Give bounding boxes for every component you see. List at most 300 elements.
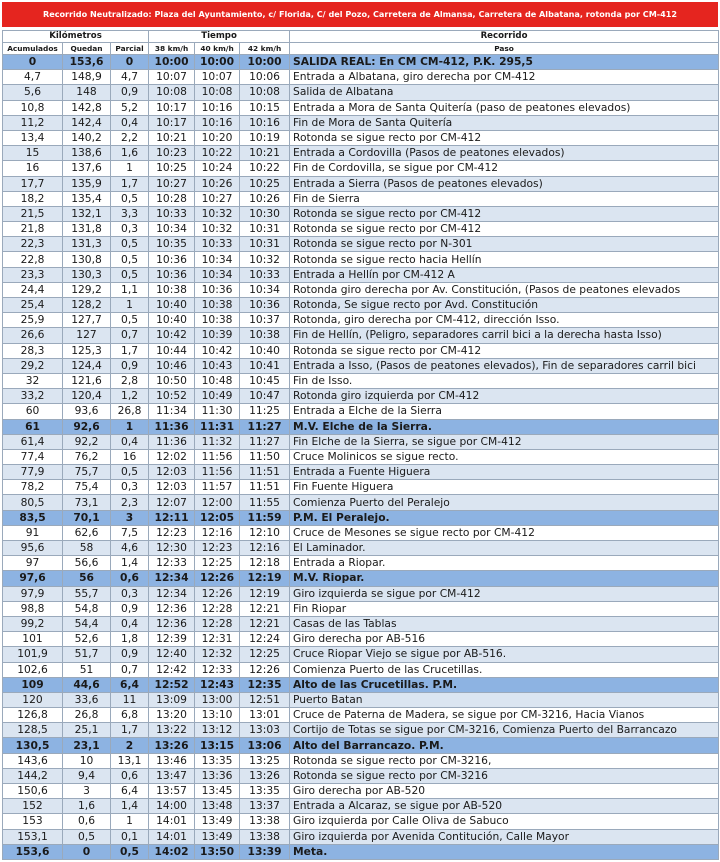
paso-cell: Puerto Batan bbox=[290, 692, 719, 707]
time-40-cell: 13:35 bbox=[195, 753, 240, 768]
time-38-cell: 12:11 bbox=[149, 510, 195, 525]
time-38-cell: 13:20 bbox=[149, 708, 195, 723]
km-acumulados-cell: 152 bbox=[3, 799, 63, 814]
time-42-cell: 12:51 bbox=[240, 692, 290, 707]
time-40-cell: 10:38 bbox=[195, 298, 240, 313]
km-quedan-cell: 137,6 bbox=[63, 161, 111, 176]
paso-cell: Entrada a Mora de Santa Quitería (paso de peatones elevados) bbox=[290, 100, 719, 115]
time-38-cell: 12:42 bbox=[149, 662, 195, 677]
time-40-cell: 10:07 bbox=[195, 70, 240, 85]
table-row bbox=[3, 601, 719, 616]
km-quedan-cell: 127 bbox=[63, 328, 111, 343]
time-38-cell: 13:09 bbox=[149, 692, 195, 707]
table-row bbox=[3, 495, 719, 510]
table-row bbox=[3, 829, 719, 844]
km-parcial-cell: 0,5 bbox=[111, 465, 149, 480]
time-42-cell: 12:19 bbox=[240, 571, 290, 586]
time-40-cell: 10:16 bbox=[195, 115, 240, 130]
header-tiempo: Tiempo bbox=[149, 31, 290, 43]
time-42-cell: 10:47 bbox=[240, 389, 290, 404]
km-quedan-cell: 73,1 bbox=[63, 495, 111, 510]
table-row bbox=[3, 70, 719, 85]
km-parcial-cell: 3 bbox=[111, 510, 149, 525]
km-acumulados-cell: 4,7 bbox=[3, 70, 63, 85]
table-row bbox=[3, 358, 719, 373]
time-40-cell: 12:28 bbox=[195, 616, 240, 631]
table-row bbox=[3, 616, 719, 631]
time-38-cell: 12:40 bbox=[149, 647, 195, 662]
time-40-cell: 10:43 bbox=[195, 358, 240, 373]
time-38-cell: 12:03 bbox=[149, 480, 195, 495]
time-40-cell: 10:34 bbox=[195, 267, 240, 282]
km-quedan-cell: 120,4 bbox=[63, 389, 111, 404]
km-parcial-cell: 2,8 bbox=[111, 373, 149, 388]
km-quedan-cell: 58 bbox=[63, 541, 111, 556]
header-speed-38: 38 km/h bbox=[149, 43, 195, 55]
km-quedan-cell: 51 bbox=[63, 662, 111, 677]
time-38-cell: 12:36 bbox=[149, 616, 195, 631]
time-38-cell: 11:36 bbox=[149, 434, 195, 449]
km-acumulados-cell: 80,5 bbox=[3, 495, 63, 510]
table-row bbox=[3, 586, 719, 601]
time-40-cell: 10:36 bbox=[195, 282, 240, 297]
time-42-cell: 13:03 bbox=[240, 723, 290, 738]
time-40-cell: 10:42 bbox=[195, 343, 240, 358]
checkpoint-row bbox=[3, 677, 719, 692]
table-row bbox=[3, 404, 719, 419]
time-40-cell: 10:20 bbox=[195, 130, 240, 145]
time-42-cell: 12:21 bbox=[240, 616, 290, 631]
km-quedan-cell: 54,8 bbox=[63, 601, 111, 616]
header-speed-42: 42 km/h bbox=[240, 43, 290, 55]
km-quedan-cell: 142,4 bbox=[63, 115, 111, 130]
time-42-cell: 12:21 bbox=[240, 601, 290, 616]
table-row bbox=[3, 100, 719, 115]
page-title: Recorrido Neutralizado: Plaza del Ayuntamiento, c/ Florida, C/ del Pozo, Carretera de Almansa, Carretera de Albatana, rotonda por CM-412 bbox=[2, 2, 718, 27]
time-40-cell: 13:12 bbox=[195, 723, 240, 738]
km-acumulados-cell: 153,6 bbox=[3, 844, 63, 859]
km-parcial-cell: 6,8 bbox=[111, 708, 149, 723]
table-row bbox=[3, 343, 719, 358]
km-acumulados-cell: 0 bbox=[3, 55, 63, 70]
time-38-cell: 12:30 bbox=[149, 541, 195, 556]
km-quedan-cell: 70,1 bbox=[63, 510, 111, 525]
time-40-cell: 12:26 bbox=[195, 571, 240, 586]
km-quedan-cell: 93,6 bbox=[63, 404, 111, 419]
km-quedan-cell: 127,7 bbox=[63, 313, 111, 328]
time-42-cell: 10:37 bbox=[240, 313, 290, 328]
table-row bbox=[3, 723, 719, 738]
paso-cell: Fin de Sierra bbox=[290, 191, 719, 206]
table-row bbox=[3, 541, 719, 556]
km-quedan-cell: 132,1 bbox=[63, 206, 111, 221]
time-38-cell: 10:40 bbox=[149, 298, 195, 313]
time-38-cell: 13:57 bbox=[149, 784, 195, 799]
time-38-cell: 10:36 bbox=[149, 267, 195, 282]
km-parcial-cell: 1,7 bbox=[111, 343, 149, 358]
time-40-cell: 13:36 bbox=[195, 768, 240, 783]
paso-cell: Rotonda se sigue recto por CM-3216, bbox=[290, 753, 719, 768]
table-row bbox=[3, 449, 719, 464]
km-parcial-cell: 0,5 bbox=[111, 237, 149, 252]
km-quedan-cell: 26,8 bbox=[63, 708, 111, 723]
km-parcial-cell: 0,5 bbox=[111, 844, 149, 859]
header-acumulados: Acumulados bbox=[3, 43, 63, 55]
time-38-cell: 10:52 bbox=[149, 389, 195, 404]
km-parcial-cell: 1 bbox=[111, 814, 149, 829]
time-40-cell: 10:33 bbox=[195, 237, 240, 252]
time-42-cell: 10:08 bbox=[240, 85, 290, 100]
time-40-cell: 12:26 bbox=[195, 586, 240, 601]
time-40-cell: 13:49 bbox=[195, 829, 240, 844]
time-40-cell: 10:26 bbox=[195, 176, 240, 191]
km-parcial-cell: 1,2 bbox=[111, 389, 149, 404]
km-quedan-cell: 138,6 bbox=[63, 146, 111, 161]
km-parcial-cell: 1 bbox=[111, 419, 149, 434]
km-quedan-cell: 135,9 bbox=[63, 176, 111, 191]
time-38-cell: 10:07 bbox=[149, 70, 195, 85]
time-42-cell: 10:31 bbox=[240, 222, 290, 237]
paso-cell: Rotonda se sigue recto por CM-412 bbox=[290, 130, 719, 145]
table-row bbox=[3, 389, 719, 404]
km-parcial-cell: 26,8 bbox=[111, 404, 149, 419]
km-parcial-cell: 1,6 bbox=[111, 146, 149, 161]
table-row bbox=[3, 282, 719, 297]
km-acumulados-cell: 78,2 bbox=[3, 480, 63, 495]
km-parcial-cell: 0,4 bbox=[111, 434, 149, 449]
time-40-cell: 12:23 bbox=[195, 541, 240, 556]
time-38-cell: 10:34 bbox=[149, 222, 195, 237]
table-row bbox=[3, 692, 719, 707]
km-acumulados-cell: 25,4 bbox=[3, 298, 63, 313]
time-40-cell: 13:15 bbox=[195, 738, 240, 753]
checkpoint-row bbox=[3, 571, 719, 586]
km-parcial-cell: 1,1 bbox=[111, 282, 149, 297]
time-38-cell: 10:25 bbox=[149, 161, 195, 176]
km-acumulados-cell: 10,8 bbox=[3, 100, 63, 115]
paso-cell: Rotonda se sigue recto hacia Hellín bbox=[290, 252, 719, 267]
km-parcial-cell: 0,6 bbox=[111, 768, 149, 783]
paso-cell: El Laminador. bbox=[290, 541, 719, 556]
km-acumulados-cell: 11,2 bbox=[3, 115, 63, 130]
km-acumulados-cell: 29,2 bbox=[3, 358, 63, 373]
paso-cell: Giro izquierda por Avenida Contitución, Calle Mayor bbox=[290, 829, 719, 844]
km-acumulados-cell: 101,9 bbox=[3, 647, 63, 662]
time-40-cell: 10:48 bbox=[195, 373, 240, 388]
table-row bbox=[3, 632, 719, 647]
km-acumulados-cell: 83,5 bbox=[3, 510, 63, 525]
time-42-cell: 12:25 bbox=[240, 647, 290, 662]
time-40-cell: 12:00 bbox=[195, 495, 240, 510]
header-recorrido: Recorrido bbox=[290, 31, 719, 43]
km-acumulados-cell: 95,6 bbox=[3, 541, 63, 556]
paso-cell: Rotonda se sigue recto por N-301 bbox=[290, 237, 719, 252]
table-row bbox=[3, 708, 719, 723]
time-42-cell: 10:40 bbox=[240, 343, 290, 358]
time-42-cell: 10:26 bbox=[240, 191, 290, 206]
time-40-cell: 12:28 bbox=[195, 601, 240, 616]
time-38-cell: 10:50 bbox=[149, 373, 195, 388]
paso-cell: Giro izquierda se sigue por CM-412 bbox=[290, 586, 719, 601]
paso-cell: Rotonda, giro derecha por CM-412, dirección Isso. bbox=[290, 313, 719, 328]
km-parcial-cell: 0,3 bbox=[111, 480, 149, 495]
time-38-cell: 10:23 bbox=[149, 146, 195, 161]
time-42-cell: 13:25 bbox=[240, 753, 290, 768]
km-acumulados-cell: 13,4 bbox=[3, 130, 63, 145]
time-40-cell: 12:32 bbox=[195, 647, 240, 662]
paso-cell: Giro izquierda por Calle Oliva de Sabuco bbox=[290, 814, 719, 829]
km-quedan-cell: 10 bbox=[63, 753, 111, 768]
km-parcial-cell: 0 bbox=[111, 55, 149, 70]
km-acumulados-cell: 101 bbox=[3, 632, 63, 647]
time-38-cell: 11:36 bbox=[149, 419, 195, 434]
paso-cell: Rotonda giro izquierda por CM-412 bbox=[290, 389, 719, 404]
time-42-cell: 10:06 bbox=[240, 70, 290, 85]
paso-cell: Entrada a Isso, (Pasos de peatones elevados), Fin de separadores carril bici bbox=[290, 358, 719, 373]
km-quedan-cell: 142,8 bbox=[63, 100, 111, 115]
time-42-cell: 13:38 bbox=[240, 829, 290, 844]
km-acumulados-cell: 126,8 bbox=[3, 708, 63, 723]
time-42-cell: 12:26 bbox=[240, 662, 290, 677]
km-acumulados-cell: 22,8 bbox=[3, 252, 63, 267]
header-kilometros: Kilómetros bbox=[3, 31, 149, 43]
km-quedan-cell: 62,6 bbox=[63, 525, 111, 540]
km-acumulados-cell: 99,2 bbox=[3, 616, 63, 631]
km-parcial-cell: 1 bbox=[111, 298, 149, 313]
km-acumulados-cell: 130,5 bbox=[3, 738, 63, 753]
km-quedan-cell: 76,2 bbox=[63, 449, 111, 464]
time-38-cell: 12:36 bbox=[149, 601, 195, 616]
time-40-cell: 10:24 bbox=[195, 161, 240, 176]
paso-cell: Entrada a Sierra (Pasos de peatones elevados) bbox=[290, 176, 719, 191]
km-parcial-cell: 1,8 bbox=[111, 632, 149, 647]
km-parcial-cell: 0,9 bbox=[111, 358, 149, 373]
km-parcial-cell: 1,4 bbox=[111, 556, 149, 571]
time-40-cell: 10:08 bbox=[195, 85, 240, 100]
km-parcial-cell: 0,9 bbox=[111, 647, 149, 662]
km-quedan-cell: 148 bbox=[63, 85, 111, 100]
paso-cell: Rotonda se sigue recto por CM-412 bbox=[290, 222, 719, 237]
km-acumulados-cell: 143,6 bbox=[3, 753, 63, 768]
time-40-cell: 13:10 bbox=[195, 708, 240, 723]
km-quedan-cell: 56 bbox=[63, 571, 111, 586]
km-acumulados-cell: 144,2 bbox=[3, 768, 63, 783]
time-38-cell: 10:08 bbox=[149, 85, 195, 100]
paso-cell: Rotonda, Se sigue recto por Avd. Constitución bbox=[290, 298, 719, 313]
time-38-cell: 13:47 bbox=[149, 768, 195, 783]
time-42-cell: 11:27 bbox=[240, 419, 290, 434]
table-row bbox=[3, 146, 719, 161]
header-quedan: Quedan bbox=[63, 43, 111, 55]
paso-cell: Rotonda se sigue recto por CM-3216 bbox=[290, 768, 719, 783]
table-row bbox=[3, 784, 719, 799]
km-parcial-cell: 0,4 bbox=[111, 616, 149, 631]
km-acumulados-cell: 77,4 bbox=[3, 449, 63, 464]
time-42-cell: 10:00 bbox=[240, 55, 290, 70]
time-38-cell: 12:23 bbox=[149, 525, 195, 540]
km-parcial-cell: 16 bbox=[111, 449, 149, 464]
km-parcial-cell: 0,3 bbox=[111, 586, 149, 601]
time-40-cell: 13:49 bbox=[195, 814, 240, 829]
paso-cell: Rotonda se sigue recto por CM-412 bbox=[290, 206, 719, 221]
km-quedan-cell: 125,3 bbox=[63, 343, 111, 358]
km-quedan-cell: 124,4 bbox=[63, 358, 111, 373]
time-42-cell: 10:38 bbox=[240, 328, 290, 343]
km-parcial-cell: 2,2 bbox=[111, 130, 149, 145]
km-acumulados-cell: 24,4 bbox=[3, 282, 63, 297]
paso-cell: Comienza Puerto de las Crucetillas. bbox=[290, 662, 719, 677]
time-42-cell: 10:22 bbox=[240, 161, 290, 176]
km-acumulados-cell: 18,2 bbox=[3, 191, 63, 206]
table-row bbox=[3, 222, 719, 237]
paso-cell: Fin de Hellín, (Peligro, separadores carril bici a la derecha hasta Isso) bbox=[290, 328, 719, 343]
km-parcial-cell: 11 bbox=[111, 692, 149, 707]
km-quedan-cell: 52,6 bbox=[63, 632, 111, 647]
time-38-cell: 12:52 bbox=[149, 677, 195, 692]
time-38-cell: 13:26 bbox=[149, 738, 195, 753]
time-38-cell: 12:39 bbox=[149, 632, 195, 647]
time-40-cell: 10:00 bbox=[195, 55, 240, 70]
paso-cell: Meta. bbox=[290, 844, 719, 859]
time-38-cell: 13:46 bbox=[149, 753, 195, 768]
time-38-cell: 10:38 bbox=[149, 282, 195, 297]
km-parcial-cell: 0,5 bbox=[111, 252, 149, 267]
table-row bbox=[3, 753, 719, 768]
table-row bbox=[3, 373, 719, 388]
km-quedan-cell: 121,6 bbox=[63, 373, 111, 388]
time-40-cell: 11:56 bbox=[195, 465, 240, 480]
km-quedan-cell: 129,2 bbox=[63, 282, 111, 297]
time-40-cell: 12:25 bbox=[195, 556, 240, 571]
time-38-cell: 10:21 bbox=[149, 130, 195, 145]
time-40-cell: 10:39 bbox=[195, 328, 240, 343]
km-acumulados-cell: 22,3 bbox=[3, 237, 63, 252]
time-42-cell: 11:50 bbox=[240, 449, 290, 464]
time-42-cell: 10:33 bbox=[240, 267, 290, 282]
time-40-cell: 11:30 bbox=[195, 404, 240, 419]
paso-cell: Fin de Mora de Santa Quitería bbox=[290, 115, 719, 130]
table-row bbox=[3, 525, 719, 540]
time-42-cell: 11:55 bbox=[240, 495, 290, 510]
time-38-cell: 14:01 bbox=[149, 829, 195, 844]
checkpoint-row bbox=[3, 510, 719, 525]
time-42-cell: 11:25 bbox=[240, 404, 290, 419]
paso-cell: Entrada a Alcaraz, se sigue por AB-520 bbox=[290, 799, 719, 814]
km-parcial-cell: 0,3 bbox=[111, 222, 149, 237]
time-38-cell: 10:28 bbox=[149, 191, 195, 206]
time-40-cell: 12:33 bbox=[195, 662, 240, 677]
checkpoint-row bbox=[3, 419, 719, 434]
table-row bbox=[3, 85, 719, 100]
paso-cell: Entrada a Albatana, giro derecha por CM-412 bbox=[290, 70, 719, 85]
table-row bbox=[3, 252, 719, 267]
table-row bbox=[3, 161, 719, 176]
table-row bbox=[3, 328, 719, 343]
time-40-cell: 13:45 bbox=[195, 784, 240, 799]
time-40-cell: 13:48 bbox=[195, 799, 240, 814]
time-42-cell: 13:26 bbox=[240, 768, 290, 783]
paso-cell: P.M. El Peralejo. bbox=[290, 510, 719, 525]
time-42-cell: 12:10 bbox=[240, 525, 290, 540]
paso-cell: Fin Riopar bbox=[290, 601, 719, 616]
km-acumulados-cell: 97,6 bbox=[3, 571, 63, 586]
time-42-cell: 10:32 bbox=[240, 252, 290, 267]
table-row bbox=[3, 176, 719, 191]
km-quedan-cell: 0 bbox=[63, 844, 111, 859]
time-42-cell: 12:24 bbox=[240, 632, 290, 647]
paso-cell: Entrada a Cordovilla (Pasos de peatones elevados) bbox=[290, 146, 719, 161]
km-quedan-cell: 56,6 bbox=[63, 556, 111, 571]
time-40-cell: 12:05 bbox=[195, 510, 240, 525]
km-acumulados-cell: 91 bbox=[3, 525, 63, 540]
time-38-cell: 12:03 bbox=[149, 465, 195, 480]
time-42-cell: 12:18 bbox=[240, 556, 290, 571]
time-38-cell: 14:00 bbox=[149, 799, 195, 814]
km-parcial-cell: 0,1 bbox=[111, 829, 149, 844]
paso-cell: Cruce Molinicos se sigue recto. bbox=[290, 449, 719, 464]
time-38-cell: 10:27 bbox=[149, 176, 195, 191]
paso-cell: Fin Elche de la Sierra, se sigue por CM-412 bbox=[290, 434, 719, 449]
time-40-cell: 11:32 bbox=[195, 434, 240, 449]
km-parcial-cell: 4,7 bbox=[111, 70, 149, 85]
km-quedan-cell: 3 bbox=[63, 784, 111, 799]
table-row bbox=[3, 434, 719, 449]
paso-cell: Casas de las Tablas bbox=[290, 616, 719, 631]
table-row bbox=[3, 465, 719, 480]
km-quedan-cell: 55,7 bbox=[63, 586, 111, 601]
km-acumulados-cell: 21,8 bbox=[3, 222, 63, 237]
time-38-cell: 14:01 bbox=[149, 814, 195, 829]
paso-cell: Entrada a Elche de la Sierra bbox=[290, 404, 719, 419]
time-42-cell: 10:45 bbox=[240, 373, 290, 388]
km-parcial-cell: 0,7 bbox=[111, 662, 149, 677]
time-40-cell: 10:22 bbox=[195, 146, 240, 161]
time-40-cell: 11:31 bbox=[195, 419, 240, 434]
km-acumulados-cell: 32 bbox=[3, 373, 63, 388]
km-acumulados-cell: 16 bbox=[3, 161, 63, 176]
time-42-cell: 12:35 bbox=[240, 677, 290, 692]
paso-cell: M.V. Riopar. bbox=[290, 571, 719, 586]
table-row bbox=[3, 556, 719, 571]
time-38-cell: 10:00 bbox=[149, 55, 195, 70]
time-38-cell: 12:07 bbox=[149, 495, 195, 510]
time-40-cell: 10:49 bbox=[195, 389, 240, 404]
header-group-row bbox=[3, 31, 719, 43]
km-quedan-cell: 92,6 bbox=[63, 419, 111, 434]
km-parcial-cell: 3,3 bbox=[111, 206, 149, 221]
table-row bbox=[3, 298, 719, 313]
time-40-cell: 10:32 bbox=[195, 206, 240, 221]
header-sub-row bbox=[3, 43, 719, 55]
time-40-cell: 11:57 bbox=[195, 480, 240, 495]
km-parcial-cell: 4,6 bbox=[111, 541, 149, 556]
km-parcial-cell: 6,4 bbox=[111, 677, 149, 692]
time-40-cell: 10:38 bbox=[195, 313, 240, 328]
paso-cell: Alto del Barrancazo. P.M. bbox=[290, 738, 719, 753]
paso-cell: Fin de Isso. bbox=[290, 373, 719, 388]
time-42-cell: 11:51 bbox=[240, 480, 290, 495]
time-40-cell: 13:50 bbox=[195, 844, 240, 859]
time-40-cell: 12:31 bbox=[195, 632, 240, 647]
paso-cell: Giro derecha por AB-516 bbox=[290, 632, 719, 647]
time-42-cell: 11:51 bbox=[240, 465, 290, 480]
route-table bbox=[2, 30, 719, 860]
checkpoint-row bbox=[3, 738, 719, 753]
time-42-cell: 10:31 bbox=[240, 237, 290, 252]
time-42-cell: 13:01 bbox=[240, 708, 290, 723]
time-42-cell: 10:41 bbox=[240, 358, 290, 373]
km-quedan-cell: 0,6 bbox=[63, 814, 111, 829]
